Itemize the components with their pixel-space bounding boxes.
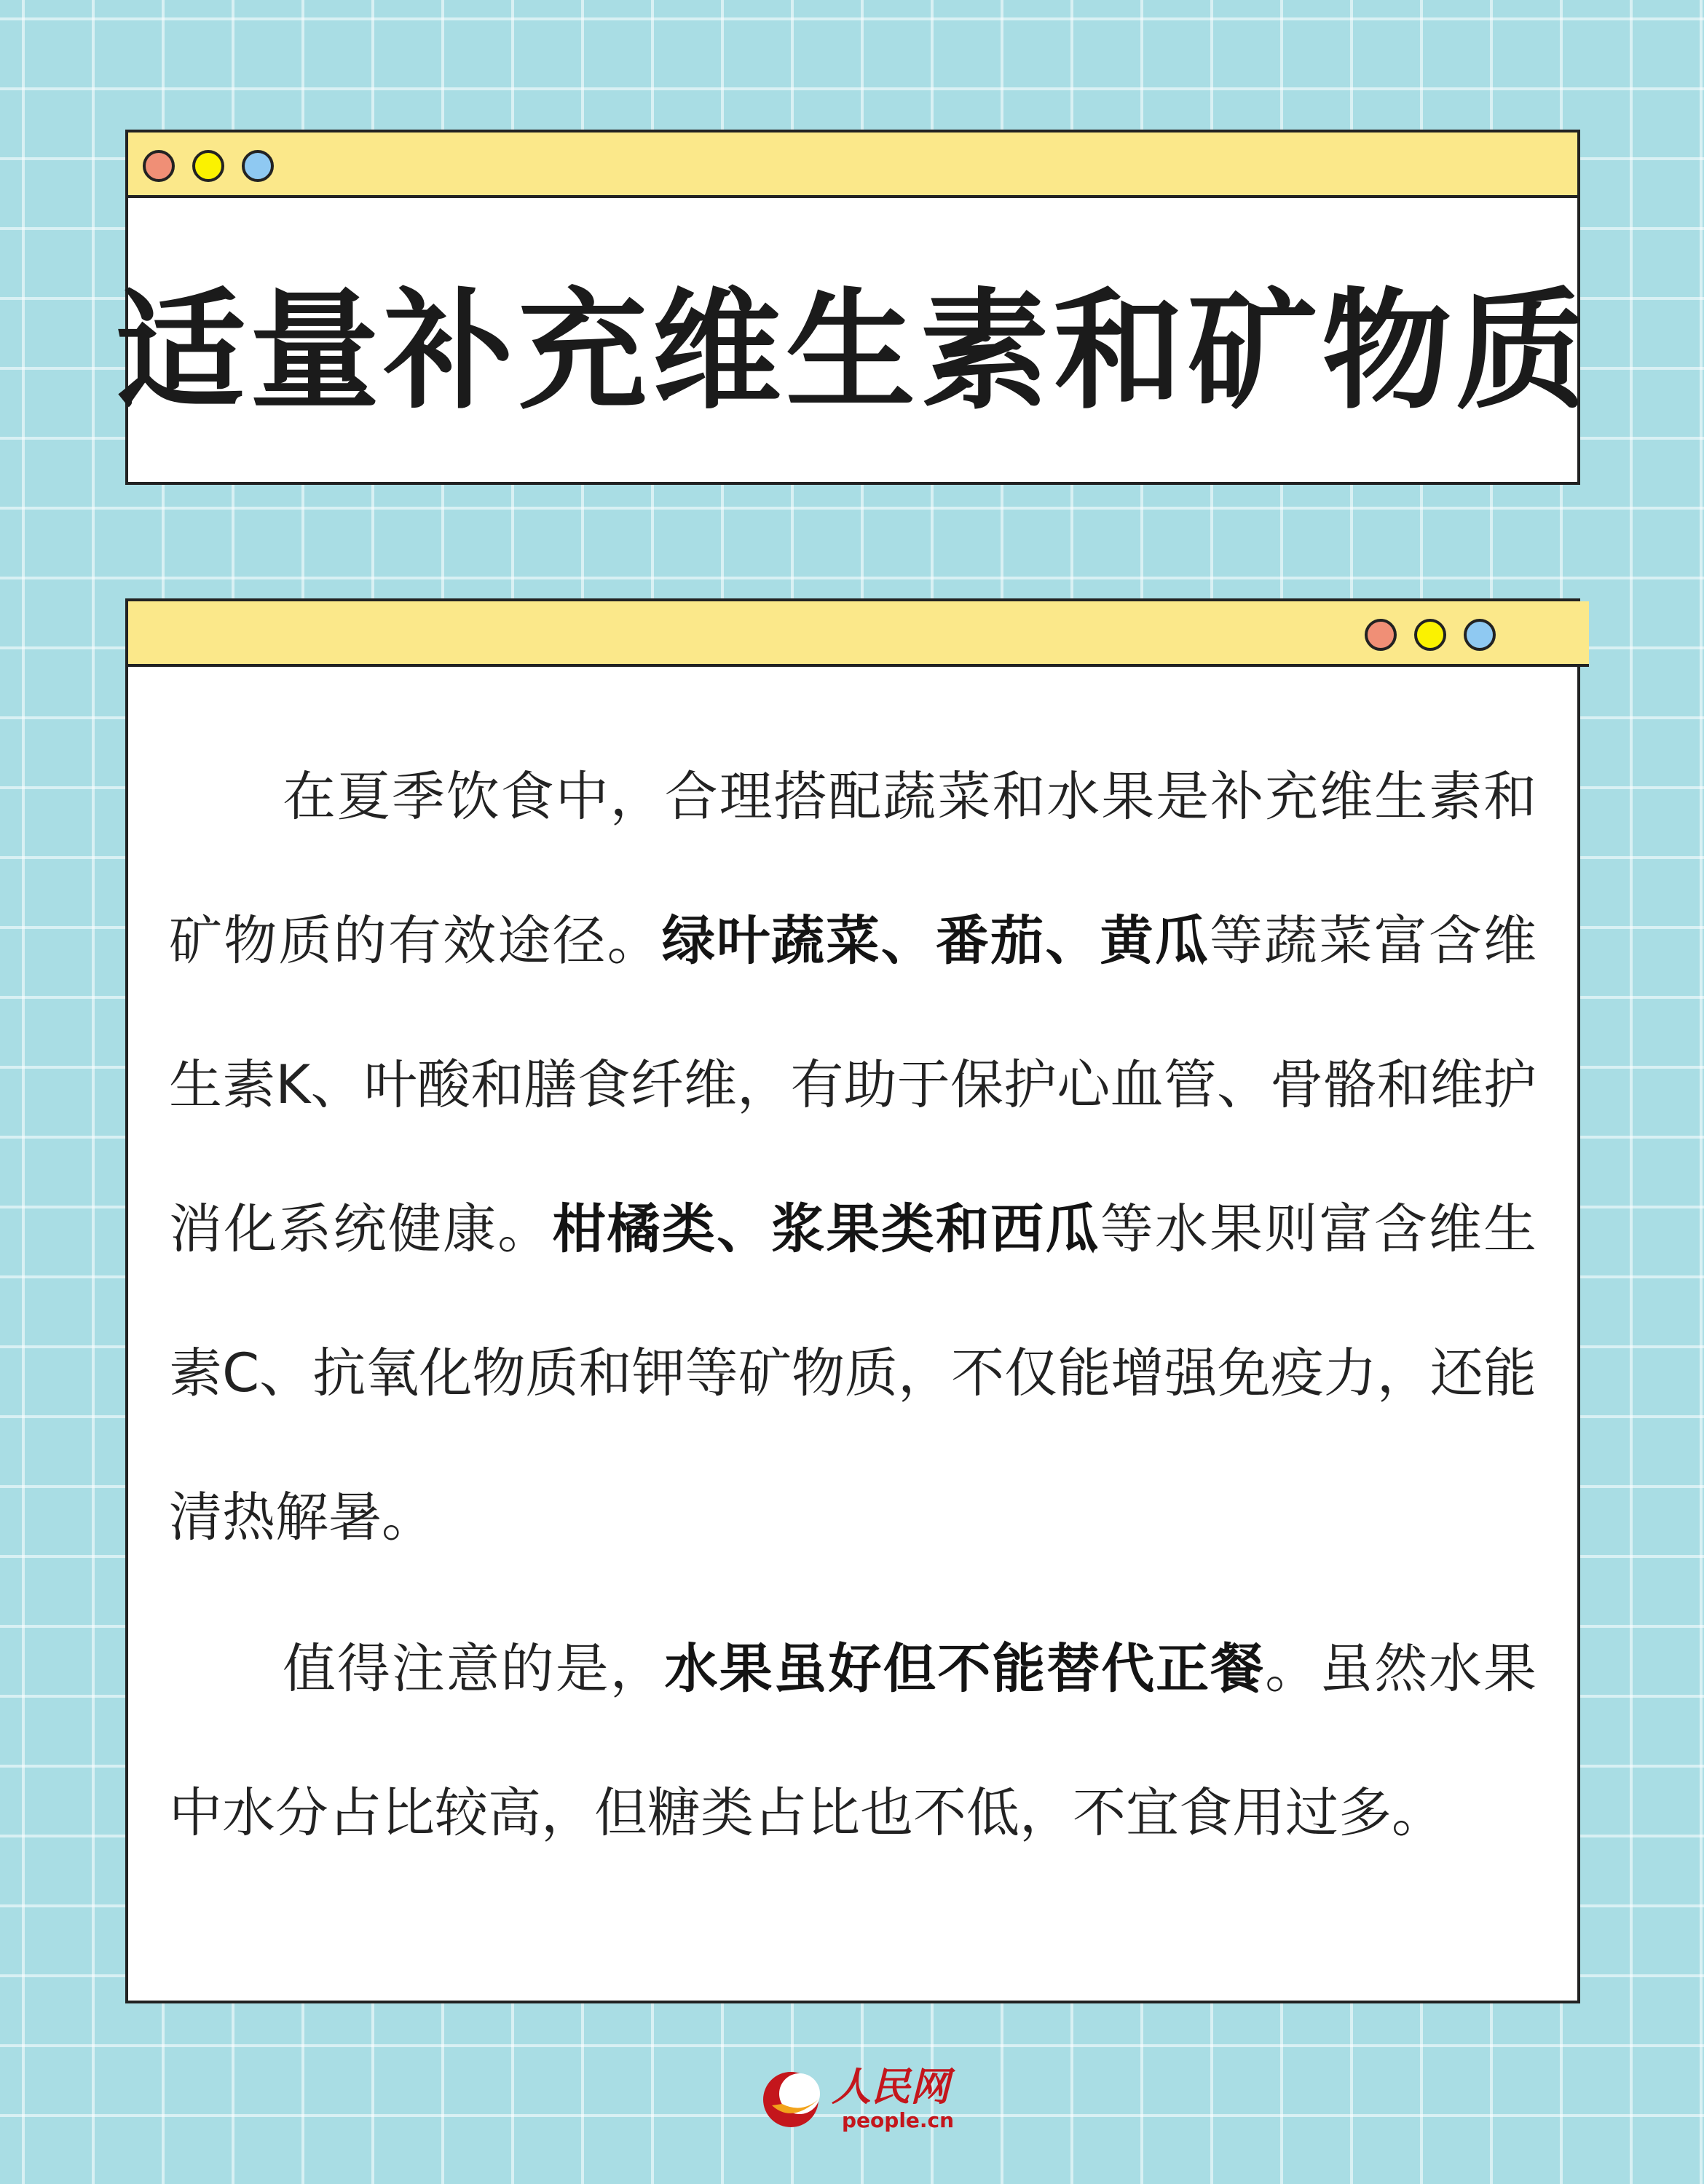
paragraph-1 (169, 725, 1537, 1590)
highlight-text: 绿叶蔬菜、番茄、黄瓜 (661, 910, 1210, 972)
text-span: 等蔬菜富含维生素K、叶酸和膳食纤维，有助于保护心血管、骨骼和维护消化系统健康。 (169, 910, 1537, 1260)
logo-title: 人民网 (832, 2063, 950, 2110)
logo-url: people.cn (842, 2108, 955, 2132)
highlight-text: 柑橘类、浆果类和西瓜 (552, 1198, 1100, 1260)
text-span: 值得注意的是， (281, 1638, 665, 1700)
highlight-text: 水果虽好但不能替代正餐 (664, 1638, 1266, 1700)
article-body (169, 725, 1537, 1893)
red-dot-icon (143, 150, 175, 182)
page-title: 适量补充维生素和矿物质 (116, 274, 1590, 427)
article-card-titlebar (128, 601, 1589, 667)
text-span: 在夏季饮食中，合理搭配蔬菜和水果是补充维生素和矿物质的有效途径。 (169, 766, 1537, 972)
paragraph-2 (169, 1597, 1537, 1886)
blue-dot-icon (242, 150, 274, 182)
text-span: 等水果则富含维生素C、抗氧化物质和钾等矿物质，不仅能增强免疫力，还能清热解暑。 (169, 1198, 1537, 1548)
yellow-dot-icon (1414, 619, 1446, 651)
red-dot-icon (1365, 619, 1397, 651)
blue-dot-icon (1464, 619, 1496, 651)
yellow-dot-icon (192, 150, 224, 182)
text-span: 。虽然水果中水分占比较高，但糖类占比也不低，不宜食用过多。 (169, 1638, 1537, 1844)
title-card (116, 130, 1590, 485)
logo-swirl-icon (754, 2060, 835, 2133)
article-card (125, 598, 1580, 2003)
people-cn-logo (754, 2060, 958, 2140)
title-card-titlebar (128, 132, 1577, 198)
